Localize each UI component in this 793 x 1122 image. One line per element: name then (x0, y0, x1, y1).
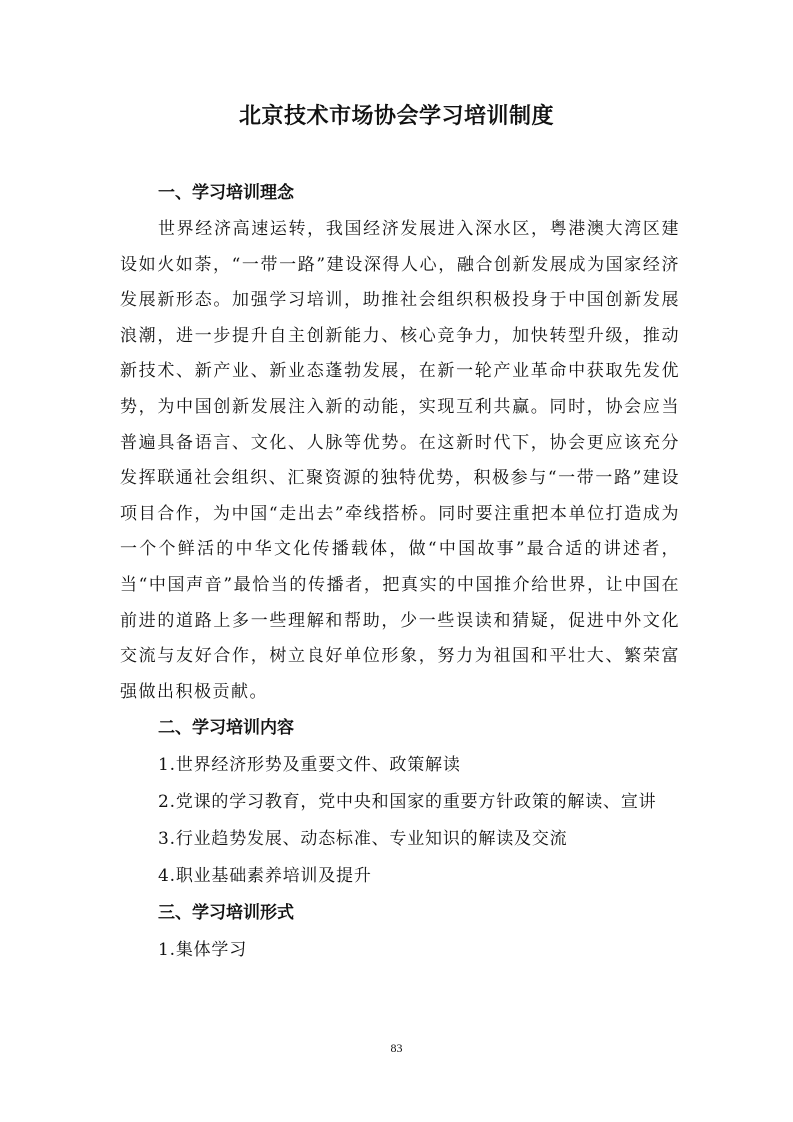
document-body (120, 175, 680, 969)
list-item: 4.职业基础素养培训及提升 (158, 866, 372, 887)
section-heading-format: 三、学习培训形式 (158, 903, 294, 924)
page-number: 83 (390, 1041, 403, 1055)
list-item: 3.行业趋势发展、动态标准、专业知识的解读及交流 (158, 829, 568, 850)
list-item: 1.世界经济形势及重要文件、政策解读 (158, 755, 461, 776)
section-heading-content: 二、学习培训内容 (158, 718, 294, 739)
page-title: 北京技术市场协会学习培训制度 (238, 104, 554, 129)
list-item: 1.集体学习 (158, 940, 248, 961)
list-item: 2.党课的学习教育，党中央和国家的重要方针政策的解读、宣讲 (158, 792, 657, 813)
section-heading-philosophy: 一、学习培训理念 (158, 183, 294, 203)
philosophy-paragraph: 世界经济高速运转，我国经济发展进入深水区，粤港澳大湾区建设如火如荼，“一带一路”建设深得人心，融合创新发展成为国家经济发展新形态。加强学习培训，助推社会组织积极投身于中国创新发展浪潮，进一步提升自主创新能力、核心竞争力，加快转型升级，推动新技术、新产业、新业态蓬勃发展，在新一轮产业革命中获取先发优势，为中国创新发展注入新的动能，实现互利共赢。同时，协会应当普遍具备语言、文化、人脉等优势。在这新时代下，协会更应该充分发挥联通社会组织、汇聚资源的独特优势，积极参与“一带一路”建设项目合作，为中国“走出去”牵线搭桥。同时要注重把本单位打造成为一个个鲜活的中华文化传播载体，做“中国故事”最合适的讲述者，当“中国声音”最恰当的传播者，把真实的中国推介给世界，让中国在前进的道路上多一些理解和帮助，少一些误读和猜疑，促进中外文化交流与友好合作，树立良好单位形象，努力为祖国和平壮大、繁荣富强做出积极贡献。 (120, 219, 680, 702)
